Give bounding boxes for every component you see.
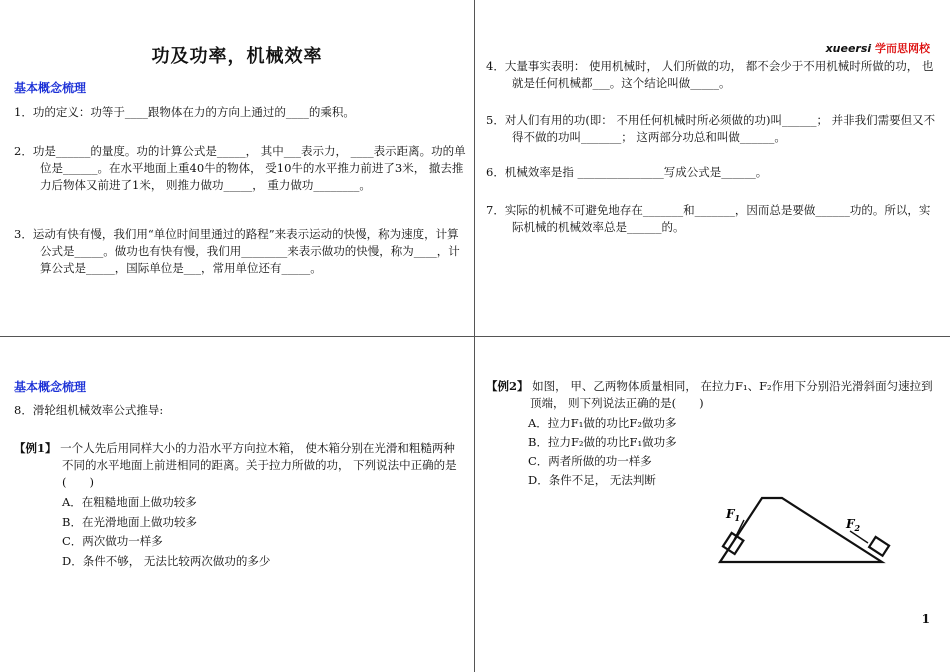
example-2-option-c: C．两者所做的功一样多: [528, 454, 652, 468]
question-3: 3．运动有快有慢，我们用“单位时间里通过的路程”来表示运动的快慢，称为速度，计算公式是_____。做功也有快有慢，我们用________来表示做功的快慢，称为____，计算公式是_____，国际单位是___，常用单位还有_____。: [14, 227, 460, 275]
question-1: 1．功的定义：功等于____跟物体在力的方向上通过的____的乘积。: [14, 105, 355, 119]
example-2-stem: 如图， 甲、乙两物体质量相同， 在拉力F₁、F₂作用下分别沿光滑斜面匀速拉到顶端， 则下列说法正确的是( ): [530, 379, 933, 410]
question-7: 7．实际的机械不可避免地存在_______和_______，因而总是要做______功的。所以，实际机械的机械效率总是______的。: [486, 203, 931, 234]
example-1-option-c: C．两次做功一样多: [62, 534, 163, 548]
block-2: [869, 537, 889, 556]
brand-logo: xueersi 学而思网校: [825, 42, 930, 55]
example-1: [14, 440, 466, 571]
example-1-option-d: D．条件不够， 无法比较两次做功的多少: [62, 553, 271, 568]
example-1-option-a: A．在粗糙地面上做功较多: [62, 495, 197, 509]
page-number: 1: [921, 612, 930, 626]
question-5: 5．对人们有用的功(即： 不用任何机械时所必须做的功)叫______； 并非我们需要但又不得不做的功叫_______； 这两部分功总和叫做______。: [486, 113, 936, 144]
question-8: 8．滑轮组机械效率公式推导:: [14, 403, 164, 417]
page-title: 功及功率，机械效率: [151, 46, 323, 67]
question-6: 6．机械效率是指 _______________写成公式是______。: [486, 165, 768, 179]
section-heading: 基本概念梳理: [14, 81, 87, 95]
question-2: 2．功是______的量度。功的计算公式是_____， 其中___表示力， ____表示距离。功的单位是______。在水平地面上重40牛的物体， 受10牛的水平推力前进了3米， 撤去推力后物体又前进了1米， 则推力做功_____， 重力做功________。: [14, 144, 466, 192]
horizontal-divider: [0, 336, 950, 337]
example-1-option-b: B．在光滑地面上做功较多: [62, 514, 197, 529]
f1-label: $F_1$: [726, 507, 741, 523]
example-1-label: 【例1】: [14, 441, 57, 455]
example-1-stem: 一个人先后用同样大小的力沿水平方向拉木箱， 使木箱分别在光滑和粗糙两种不同的水平地面上前进相同的距离。关于拉力所做的功， 下列说法中正确的是( ): [60, 441, 457, 489]
example-2-option-a: A．拉力F₁做的功比F₂做功多: [528, 416, 677, 430]
question-4: 4．大量事实表明： 使用机械时， 人们所做的功， 都不会少于不用机械时所做的功， 也就是任何机械都___。这个结论叫做_____。: [486, 59, 934, 90]
example-2-option-d: D．条件不足， 无法判断: [528, 473, 656, 487]
example-2: [486, 378, 938, 490]
inclined-plane-figure: [700, 488, 900, 578]
example-2-option-b: B．拉力F₂做的功比F₁做功多: [528, 435, 677, 449]
f2-label: $F_2$: [846, 517, 861, 533]
example-2-label: 【例2】: [486, 379, 529, 393]
section-heading-2: 基本概念梳理: [14, 380, 87, 394]
